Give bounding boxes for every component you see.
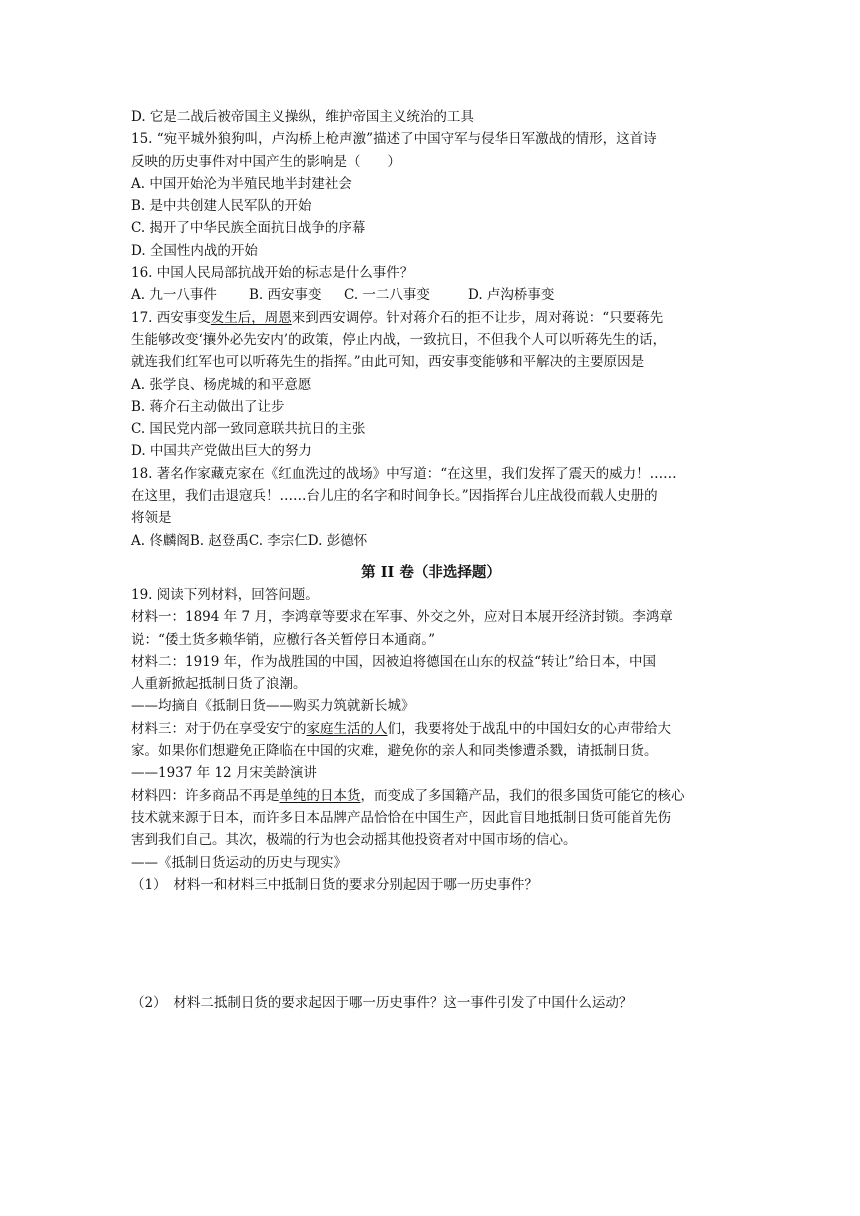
material4-line1: [131, 785, 731, 807]
material4-line2: 技术就来源于日本，而许多日本品牌产品恰恰在中国生产，因此盲目地抵制日货可能首先伤: [131, 809, 671, 826]
q14-option-d: D. 它是二战后被帝国主义操纵，维护帝国主义统治的工具: [131, 109, 474, 125]
q19-stem: 19. 阅读下列材料，回答问题。: [131, 586, 319, 603]
q17-option-c: C. 国民党内部一致同意联共抗日的主张: [131, 421, 366, 438]
material3-line2: 家。如果你们想避免正降临在中国的灾难，避免你的亲人和同类惨遭杀戮，请抵制日货。: [131, 743, 658, 760]
exam-content: [131, 106, 731, 1032]
q18-options: [131, 530, 731, 552]
material1-line2: 说：“倭土货多赖华销，应檄行各关暂停日本通商。”: [131, 631, 436, 648]
answer-space-2: [131, 1014, 731, 1032]
q18-option-b: B. 赵登禹: [189, 532, 249, 549]
material2-line1: 材料二：1919 年，作为战胜国的中国，因被迫将德国在山东的权益“转让”给日本，中国: [131, 653, 656, 670]
q18-stem-line2: 在这里，我们击退寇兵！……台儿庄的名字和时间争长。”因指挥台儿庄战役而载人史册的: [131, 488, 658, 505]
material4-line3: 害到我们自己。其次，极端的行为也会动摇其他投资者对中国市场的信心。: [131, 832, 577, 849]
sub-question-2: （2） 材料二抵制日货的要求起因于哪一历史事件？这一事件引发了中国什么运动？: [131, 995, 633, 1012]
q16-options: [131, 284, 731, 306]
q17-text-pre: 17. 西安事变: [131, 309, 211, 326]
material3-line1: [131, 718, 731, 740]
q17-option-a: A. 张学良、杨虎城的和平意愿: [131, 376, 312, 393]
answer-space-1: [131, 896, 731, 992]
q16-stem: 16. 中国人民局部抗战开始的标志是什么事件？: [131, 265, 414, 282]
q18-option-c: C. 李宗仁: [248, 532, 308, 549]
sub-question-1: （1） 材料一和材料三中抵制日货的要求分别起因于哪一历史事件？: [131, 876, 538, 893]
q16-option-a: A. 九一八事件: [131, 287, 217, 304]
source-3: ——《抵制日货运动的历史与现实》: [131, 854, 347, 871]
source-1: ——均摘自《抵制日货——购买力筑就新长城》: [131, 698, 415, 715]
q15-stem-line1: 15. “宛平城外狼狗叫，卢沟桥上枪声激”描述了中国守军与侵华日军激战的情形，这首诗: [131, 131, 657, 148]
q15-option-c: C. 揭开了中华民族全面抗日战争的序幕: [131, 220, 366, 237]
q15-stem-line2: 反映的历史事件对中国产生的影响是（ ）: [131, 153, 401, 170]
m4-text-pre: 材料四：许多商品不再是: [131, 787, 280, 804]
q18-stem-line1: 18. 著名作家藏克家在《红血洗过的战场》中写道：“在这里，我们发挥了震天的威力！……: [131, 465, 677, 482]
q16-option-b: B. 西安事变: [249, 287, 322, 304]
q17-text-post: 来到西安调停。针对蒋介石的拒不让步，周对蒋说：“只要蒋先: [291, 309, 664, 326]
q17-stem-line3: 就连我们红军也可以听蒋先生的指挥。”由此可知，西安事变能够和平解决的主要原因是: [131, 354, 645, 371]
q17-stem-line2: 生能够改变‘攘外必先安内’的政策，停止内战，一致抗日，不但我个人可以听蒋先生的话，: [131, 331, 667, 348]
q18-stem-line3: 将领是: [131, 510, 172, 527]
m3-text-pre: 材料三：对于仍在享受安宁的: [131, 720, 307, 737]
q17-stem-line1: [131, 307, 731, 329]
q18-option-a: A. 佟麟阁: [131, 532, 190, 549]
q18-option-d: D. 彭德怀: [307, 532, 368, 549]
q15-option-a: A. 中国开始沦为半殖民地半封建社会: [131, 175, 352, 192]
section-title: 第 II 卷（非选择题）: [361, 563, 501, 581]
q16-option-d: D. 卢沟桥事变: [468, 287, 555, 304]
m4-text-underlined: 单纯的日本货: [279, 787, 361, 804]
m3-text-underlined: 家庭生活的人: [306, 720, 388, 737]
material1-line1: 材料一：1894 年 7 月，李鸿章等要求在军事、外交之外，应对日本展开经济封锁。李鸿章: [131, 609, 673, 626]
source-2: ——1937 年 12 月宋美龄演讲: [131, 765, 317, 782]
q15-option-d: D. 全国性内战的开始: [131, 242, 258, 259]
q17-option-d: D. 中国共产党做出巨大的努力: [131, 443, 312, 460]
material2-line2: 人重新掀起抵制日货了浪潮。: [131, 676, 307, 693]
m4-text-post: ，而变成了多国籍产品，我们的很多国货可能它的核心: [360, 787, 685, 804]
q15-option-b: B. 是中共创建人民军队的开始: [131, 198, 312, 215]
q16-option-c: C. 一二八事变: [344, 287, 430, 304]
m3-text-post: 们，我要将处于战乱中的中国妇女的心声带给大: [387, 720, 671, 737]
q17-option-b: B. 蒋介石主动做出了让步: [131, 398, 285, 415]
q17-text-underlined: 发生后，周恩: [210, 309, 292, 326]
